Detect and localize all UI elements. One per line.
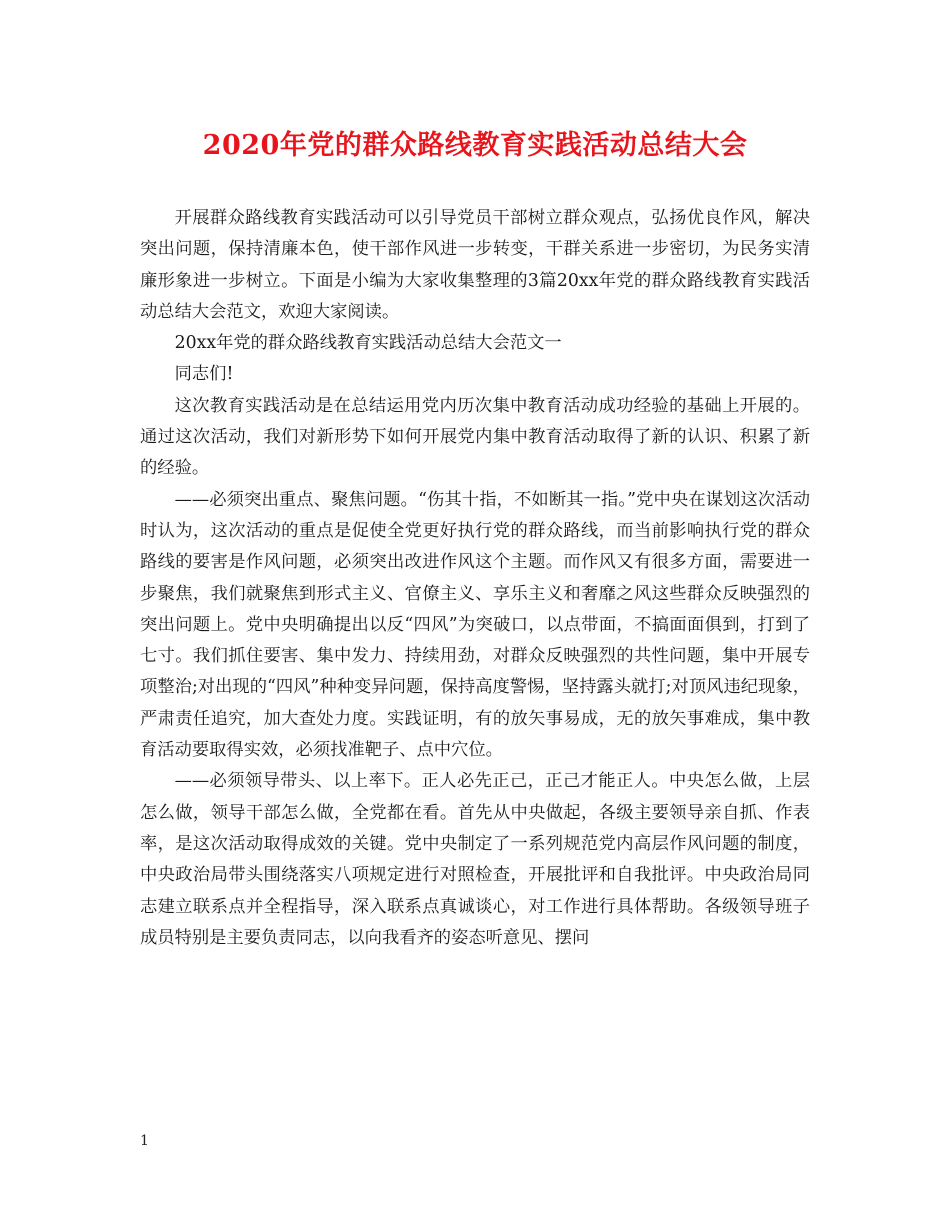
paragraph-salutation: 同志们! (174, 364, 234, 385)
paragraph-intro: 开展群众路线教育实践活动可以引导党员干部树立群众观点，弘扬优良作风，解决突出问题，保持清廉本色，使干部作风进一步转变，干群关系进一步密切，为民务实清廉形象进一步树立。下面是小编为大家收集整理的3篇20xx年党的群众路线教育实践活动总结大会范文，欢迎大家阅读。 (140, 208, 810, 322)
paragraph-lead-by-example: ——必须领导带头、以上率下。正人必先正己，正己才能正人。中央怎么做，上层怎么做，领导干部怎么做，全党都在看。首先从中央做起，各级主要领导亲自抓、作表率，是这次活动取得成效的关键。党中央制定了一系列规范党内高层作风问题的制度，中央政治局带头围绕落实八项规定进行对照检查，开展批评和自我批评。中央政治局同志建立联系点并全程指导，深入联系点真诚谈心，对工作进行具体帮助。各级领导班子成员特别是主要负责同志，以向我看齐的姿态听意见、摆问 (140, 771, 810, 948)
page-number: 1 (140, 1133, 149, 1149)
paragraph-focus-problems: ——必须突出重点、聚焦问题。“伤其十指，不如断其一指。”党中央在谋划这次活动时认为，这次活动的重点是促使全党更好执行党的群众路线，而当前影响执行党的群众路线的要害是作风问题，必须突出改进作风这个主题。而作风又有很多方面，需要进一步聚焦，我们就聚焦到形式主义、官僚主义、享乐主义和奢靡之风这些群众反映强烈的突出问题上。党中央明确提出以反“四风”为突破口，以点带面，不搞面面俱到，打到了七寸。我们抓住要害、集中发力、持续用劲，对群众反映强烈的共性问题，集中开展专项整治;对出现的“四风”种种变异问题，保持高度警惕，坚持露头就打;对顶风违纪现象，严肃责任追究，加大查处力度。实践证明，有的放矢事易成，无的放矢事难成，集中教育活动要取得实效，必须找准靶子、点中穴位。 (140, 489, 810, 761)
paragraph-section-heading: 20xx年党的群众路线教育实践活动总结大会范文一 (174, 333, 562, 354)
paragraph-overview: 这次教育实践活动是在总结运用党内历次集中教育活动成功经验的基础上开展的。通过这次活动，我们对新形势下如何开展党内集中教育活动取得了新的认识、积累了新的经验。 (140, 395, 810, 479)
document-title: 2020年党的群众路线教育实践活动总结大会 (202, 130, 748, 161)
document-body (140, 203, 810, 954)
